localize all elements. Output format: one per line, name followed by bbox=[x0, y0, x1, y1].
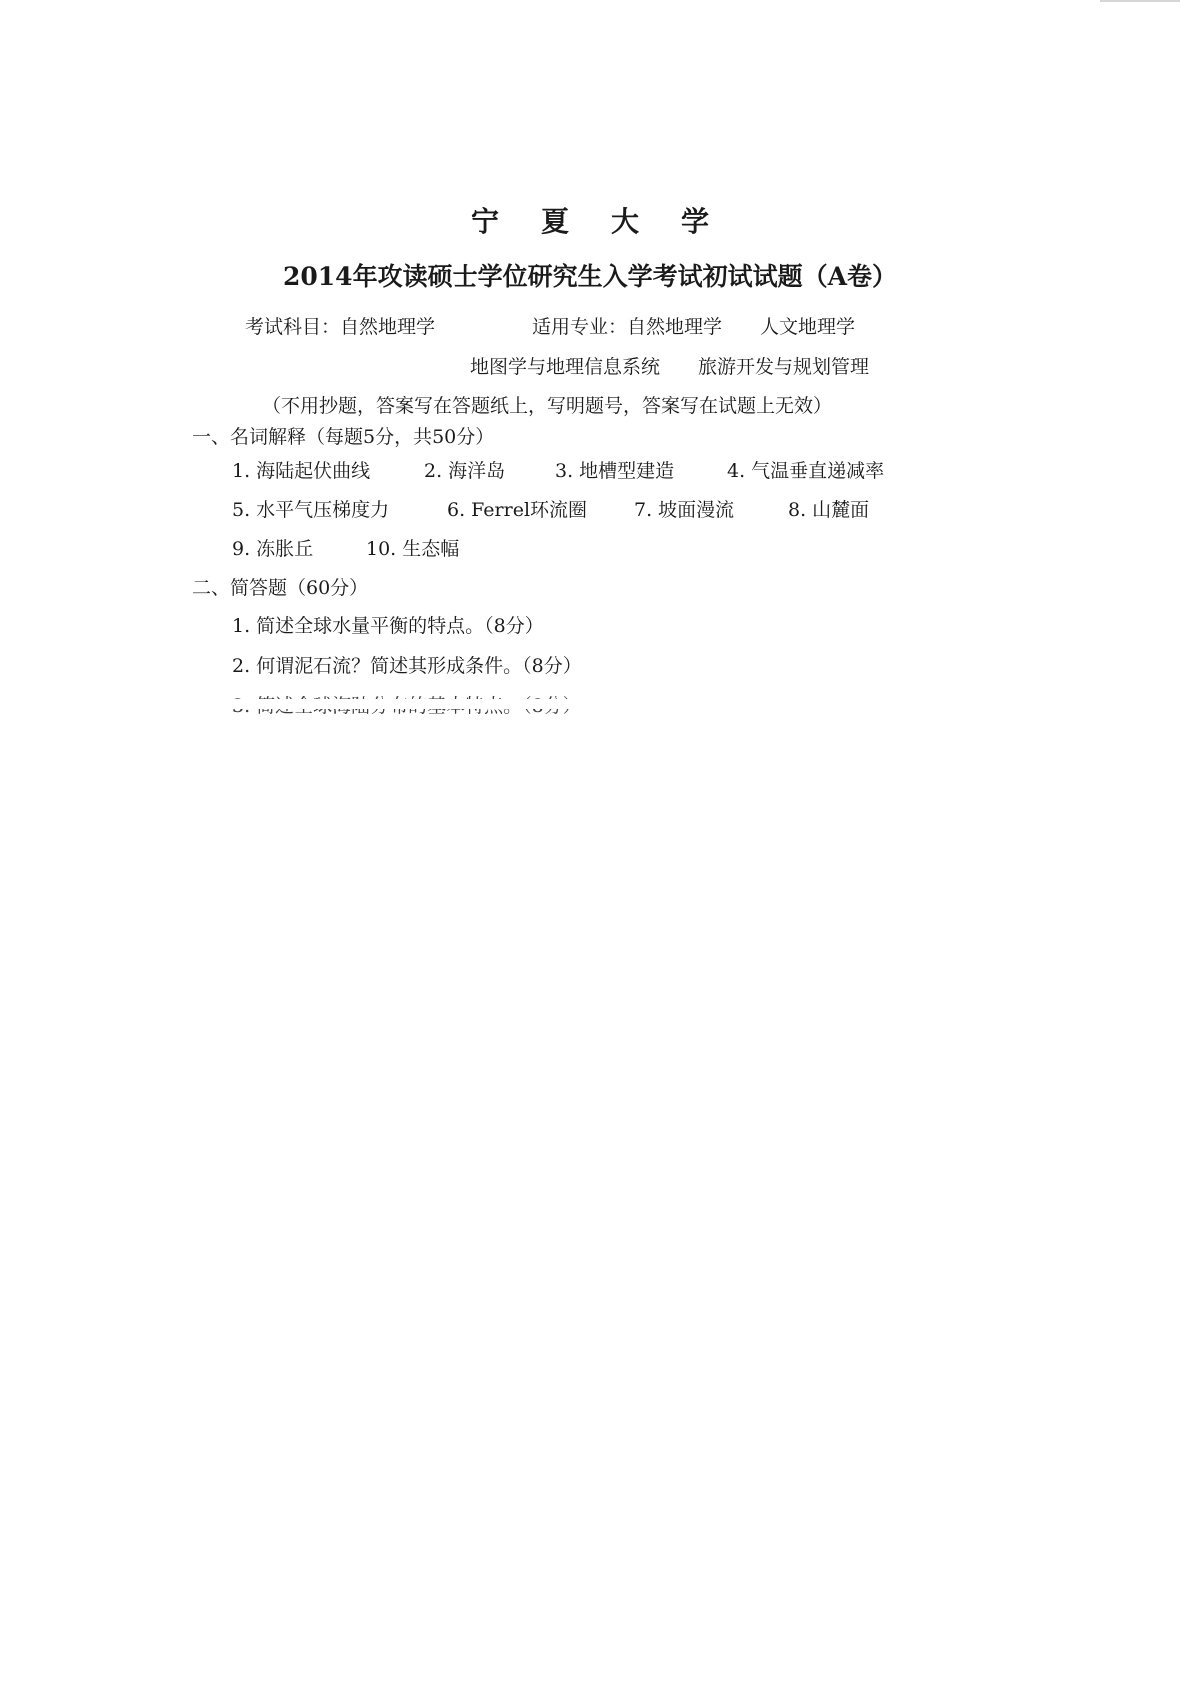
scan-cutoff-mask bbox=[70, 699, 1120, 709]
exam-subject: 考试科目：自然地理学 bbox=[245, 316, 436, 338]
term-item: 6. Ferrel环流圈 bbox=[447, 499, 588, 521]
term-item: 5. 水平气压梯度力 bbox=[232, 499, 390, 521]
term-item: 7. 坡面漫流 bbox=[634, 499, 735, 521]
applicable-majors-line2: 地图学与地理信息系统 旅游开发与规划管理 bbox=[470, 356, 870, 378]
applicable-majors-line1: 适用专业：自然地理学 人文地理学 bbox=[532, 316, 856, 338]
question-item: 1. 简述全球水量平衡的特点。（8分） bbox=[232, 615, 544, 637]
scan-edge bbox=[1100, 0, 1180, 2]
exam-title: 2014年攻读硕士学位研究生入学考试初试试题（A卷） bbox=[283, 262, 897, 291]
section-2-title: 二、简答题（60分） bbox=[192, 577, 369, 599]
exam-instruction: （不用抄题，答案写在答题纸上，写明题号，答案写在试题上无效） bbox=[262, 395, 833, 417]
term-item: 9. 冻胀丘 bbox=[232, 538, 314, 560]
term-item: 2. 海洋岛 bbox=[424, 460, 506, 482]
term-item: 1. 海陆起伏曲线 bbox=[232, 460, 371, 482]
term-item: 4. 气温垂直递减率 bbox=[727, 460, 885, 482]
term-item: 8. 山麓面 bbox=[788, 499, 870, 521]
section-1-title: 一、名词解释（每题5分，共50分） bbox=[192, 426, 495, 448]
question-item: 2. 何谓泥石流？简述其形成条件。（8分） bbox=[232, 655, 582, 677]
term-item: 10. 生态幅 bbox=[366, 538, 460, 560]
university-name: 宁夏大学 bbox=[470, 205, 751, 238]
term-item: 3. 地槽型建造 bbox=[555, 460, 675, 482]
